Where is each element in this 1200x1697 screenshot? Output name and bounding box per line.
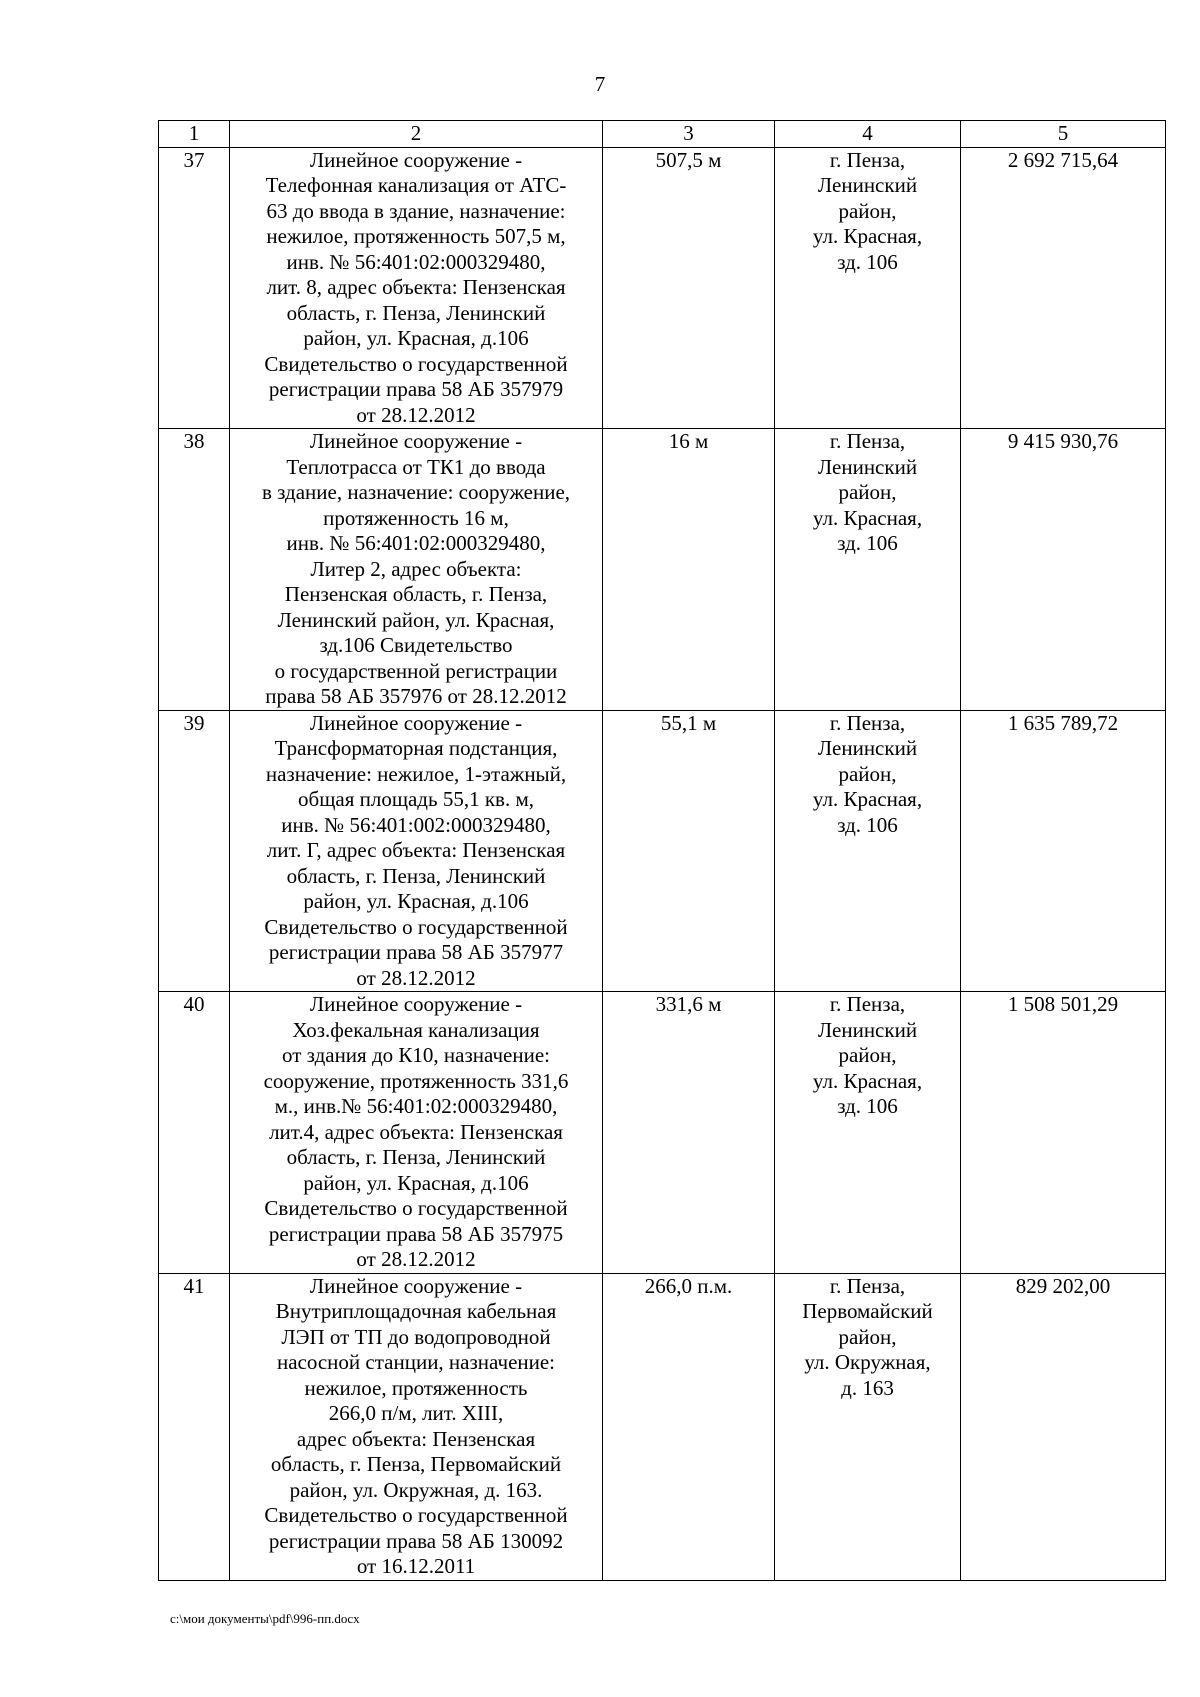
object-size: 507,5 м <box>603 147 775 429</box>
object-size: 55,1 м <box>603 710 775 992</box>
row-number: 38 <box>159 429 230 711</box>
table-row <box>159 429 1166 711</box>
column-header-4: 4 <box>775 121 961 148</box>
row-number: 41 <box>159 1273 230 1580</box>
object-size: 331,6 м <box>603 992 775 1274</box>
object-description: Линейное сооружение - Трансформаторная подстанция, назначение: нежилое, 1-этажный, общая площадь 55,1 кв. м, инв. № 56:401:002:000329480, лит. Г, адрес объекта: Пензенская область, г. Пенза, Ленинский район, ул. Красная, д.106 Свидетельство о государственной регистрации права 58 АБ 357977 от 28.12.2012 <box>230 710 603 992</box>
row-number: 39 <box>159 710 230 992</box>
column-header-2: 2 <box>230 121 603 148</box>
footer-file-path: c:\мои документы\pdf\996-пп.docx <box>170 1611 360 1626</box>
object-value: 1 635 789,72 <box>961 710 1166 992</box>
row-number: 40 <box>159 992 230 1274</box>
object-size: 266,0 п.м. <box>603 1273 775 1580</box>
object-address: г. Пенза, Ленинский район, ул. Красная, зд. 106 <box>775 147 961 429</box>
page-number: 7 <box>594 72 606 96</box>
object-value: 9 415 930,76 <box>961 429 1166 711</box>
object-value: 2 692 715,64 <box>961 147 1166 429</box>
object-description: Линейное сооружение - Теплотрасса от ТК1 до ввода в здание, назначение: сооружение, протяженность 16 м, инв. № 56:401:02:000329480, Литер 2, адрес объекта: Пензенская область, г. Пенза, Ленинский район, ул. Красная, зд.106 Свидетельство о государственной регистрации права 58 АБ 357976 от 28.12.2012 <box>230 429 603 711</box>
object-description: Линейное сооружение - Телефонная канализация от АТС- 63 до ввода в здание, назначение: нежилое, протяженность 507,5 м, инв. № 56:401:02:000329480, лит. 8, адрес объекта: Пензенская область, г. Пенза, Ленинский район, ул. Красная, д.106 Свидетельство о государственной регистрации права 58 АБ 357979 от 28.12.2012 <box>230 147 603 429</box>
table-row <box>159 992 1166 1274</box>
table-header-row <box>159 121 1166 148</box>
row-number: 37 <box>159 147 230 429</box>
object-address: г. Пенза, Первомайский район, ул. Окружная, д. 163 <box>775 1273 961 1580</box>
table-row <box>159 710 1166 992</box>
table-row <box>159 1273 1166 1580</box>
object-description: Линейное сооружение - Хоз.фекальная канализация от здания до К10, назначение: сооружение, протяженность 331,6 м., инв.№ 56:401:02:000329480, лит.4, адрес объекта: Пензенская область, г. Пенза, Ленинский район, ул. Красная, д.106 Свидетельство о государственной регистрации права 58 АБ 357975 от 28.12.2012 <box>230 992 603 1274</box>
object-address: г. Пенза, Ленинский район, ул. Красная, зд. 106 <box>775 429 961 711</box>
object-description: Линейное сооружение - Внутриплощадочная кабельная ЛЭП от ТП до водопроводной насосной станции, назначение: нежилое, протяженность 266,0 п/м, лит. XIII, адрес объекта: Пензенская область, г. Пенза, Первомайский район, ул. Окружная, д. 163. Свидетельство о государственной регистрации права 58 АБ 130092 от 16.12.2011 <box>230 1273 603 1580</box>
column-header-3: 3 <box>603 121 775 148</box>
column-header-5: 5 <box>961 121 1166 148</box>
table-row <box>159 147 1166 429</box>
object-address: г. Пенза, Ленинский район, ул. Красная, зд. 106 <box>775 992 961 1274</box>
object-value: 829 202,00 <box>961 1273 1166 1580</box>
property-table <box>158 120 1166 1581</box>
object-size: 16 м <box>603 429 775 711</box>
object-value: 1 508 501,29 <box>961 992 1166 1274</box>
column-header-1: 1 <box>159 121 230 148</box>
object-address: г. Пенза, Ленинский район, ул. Красная, зд. 106 <box>775 710 961 992</box>
